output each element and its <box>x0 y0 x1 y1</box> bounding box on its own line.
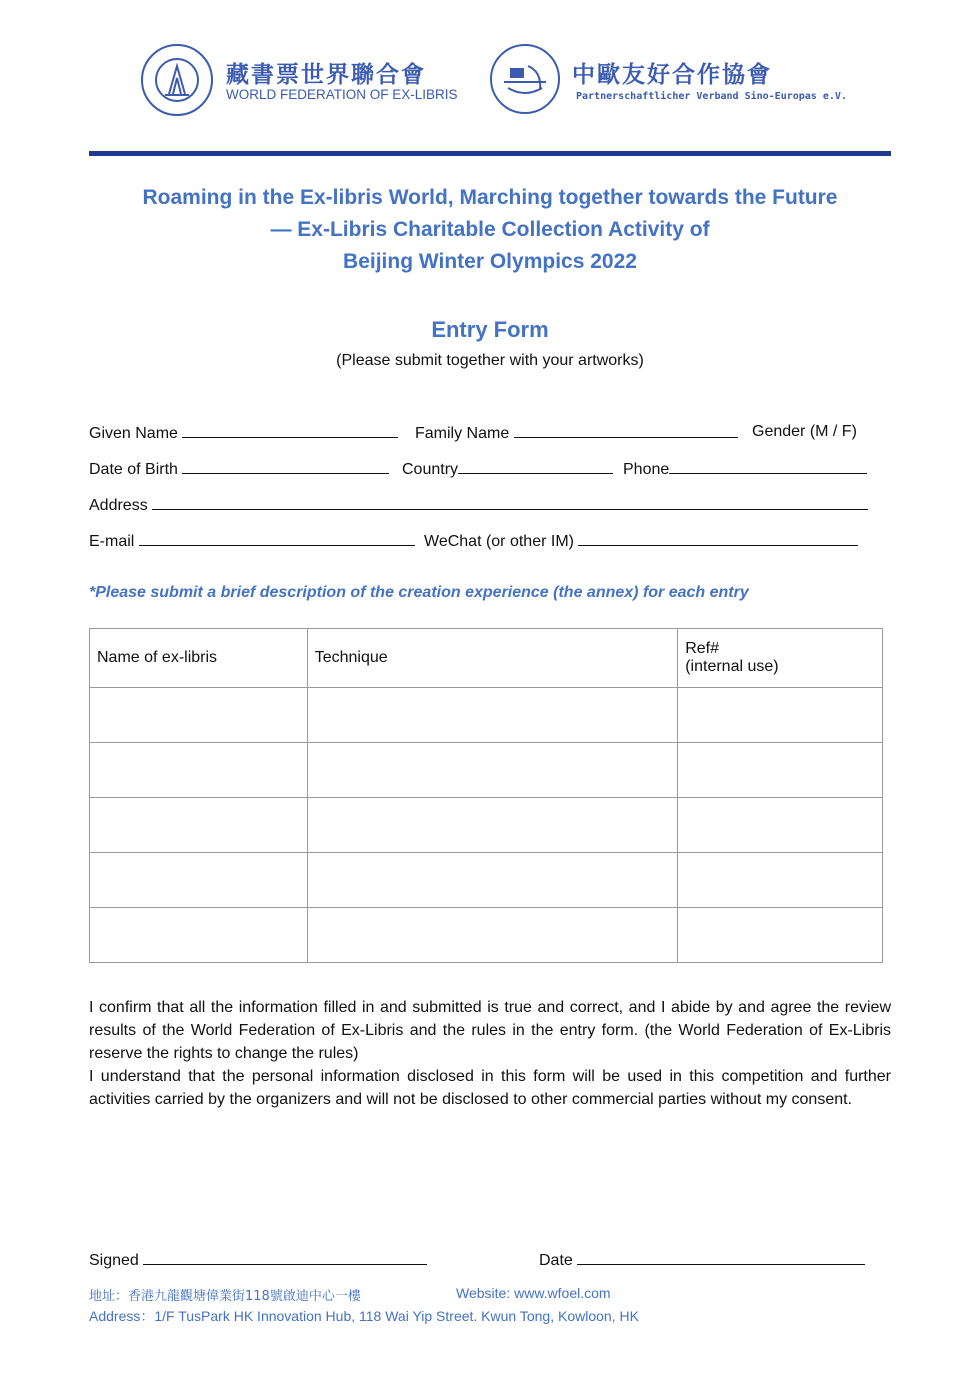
header-ref <box>678 629 883 688</box>
gender-label: Gender (M / F) <box>752 423 857 440</box>
main-title-line3: Beijing Winter Olympics 2022 <box>343 250 637 273</box>
signed-line[interactable] <box>143 1250 427 1265</box>
signed-field[interactable] <box>89 1250 427 1270</box>
main-title-line2: — Ex-Libris Charitable Collection Activity of <box>270 218 710 241</box>
sino-europas-name-cn: 中歐友好合作協會 <box>572 61 772 88</box>
table-row <box>90 853 883 908</box>
country-field[interactable] <box>402 459 613 479</box>
cell-technique[interactable] <box>307 688 678 743</box>
family-name-label: Family Name <box>415 425 510 442</box>
wechat-label: WeChat (or other IM) <box>424 533 574 550</box>
signed-label: Signed <box>89 1252 139 1269</box>
email-field[interactable] <box>89 531 415 551</box>
family-name-line[interactable] <box>514 423 738 438</box>
cell-name[interactable] <box>90 688 308 743</box>
date-label: Date <box>539 1252 573 1269</box>
address-label: Address <box>89 497 148 514</box>
main-title-line1: Roaming in the Ex-libris World, Marching together towards the Future <box>142 186 838 209</box>
email-line[interactable] <box>139 531 415 546</box>
cell-technique[interactable] <box>307 798 678 853</box>
wechat-field[interactable] <box>424 531 858 551</box>
cell-ref[interactable] <box>678 798 883 853</box>
date-of-birth-label: Date of Birth <box>89 461 178 478</box>
cell-name[interactable] <box>90 853 308 908</box>
cell-ref[interactable] <box>678 688 883 743</box>
given-name-field[interactable] <box>89 423 398 443</box>
header-technique: Technique <box>307 629 678 688</box>
table-row <box>90 743 883 798</box>
cell-technique[interactable] <box>307 853 678 908</box>
wfoel-name-en: WORLD FEDERATION OF EX-LIBRIS <box>226 87 458 102</box>
table-row <box>90 688 883 743</box>
cell-ref[interactable] <box>678 743 883 798</box>
date-of-birth-line[interactable] <box>182 459 389 474</box>
confirmation-text <box>89 996 891 1111</box>
sino-europas-emblem-icon <box>490 44 560 114</box>
header-divider <box>89 151 891 156</box>
header-ref-internal: (internal use) <box>685 658 779 675</box>
country-label: Country <box>402 461 459 478</box>
table-row <box>90 798 883 853</box>
phone-line[interactable] <box>669 459 867 474</box>
confirmation-paragraph-2: I understand that the personal information disclosed in this form will be used in this competition and further activities carried by the organizers and will not be disclosed to other commercial parties without my consent. <box>89 1068 891 1108</box>
country-line[interactable] <box>458 459 613 474</box>
table-row <box>90 908 883 963</box>
cell-ref[interactable] <box>678 908 883 963</box>
header-name-of-ex-libris: Name of ex-libris <box>90 629 308 688</box>
footer-address-cn: 地址：香港九龍觀塘偉業街118號啟迪中心一樓 <box>89 1289 361 1304</box>
phone-label: Phone <box>623 461 670 478</box>
given-name-label: Given Name <box>89 425 178 442</box>
form-subtitle: (Please submit together with your artworks) <box>336 352 644 369</box>
footer-website[interactable]: Website: www.wfoel.com <box>456 1285 611 1301</box>
wfoel-logo <box>141 44 213 116</box>
email-label: E-mail <box>89 533 135 550</box>
cell-technique[interactable] <box>307 908 678 963</box>
sino-europas-name-en: Partnerschaftlicher Verband Sino-Europas e.V. <box>576 91 847 102</box>
given-name-line[interactable] <box>182 423 398 438</box>
date-line[interactable] <box>577 1250 865 1265</box>
address-field[interactable] <box>89 495 868 515</box>
header-ref-label: Ref# <box>685 640 720 657</box>
cell-technique[interactable] <box>307 743 678 798</box>
address-line[interactable] <box>152 495 868 510</box>
wfoel-name-cn: 藏書票世界聯合會 <box>226 61 426 88</box>
table-header-row <box>90 629 883 688</box>
wfoel-logo-emblem-icon <box>141 44 213 116</box>
confirmation-paragraph-1: I confirm that all the information filled in and submitted is true and correct, and I abide by and agree the review results of the World Federation of Ex-Libris and the rules in the entry form. (the World Federation of Ex-Libris reserve the rights to change the rules) <box>89 999 891 1062</box>
cell-name[interactable] <box>90 798 308 853</box>
gender-field[interactable] <box>752 423 857 441</box>
cell-ref[interactable] <box>678 853 883 908</box>
date-of-birth-field[interactable] <box>89 459 389 479</box>
footer-address-en: Address：1/F TusPark HK Innovation Hub, 118 Wai Yip Street. Kwun Tong, Kowloon, HK <box>89 1308 639 1324</box>
annex-note: *Please submit a brief description of the creation experience (the annex) for each entry <box>89 584 749 601</box>
cell-name[interactable] <box>90 908 308 963</box>
date-field[interactable] <box>539 1250 865 1270</box>
family-name-field[interactable] <box>415 423 738 443</box>
sino-europas-logo <box>490 44 560 114</box>
phone-field[interactable] <box>623 459 867 479</box>
entries-table <box>89 628 883 963</box>
form-title: Entry Form <box>431 317 549 342</box>
wechat-line[interactable] <box>578 531 858 546</box>
cell-name[interactable] <box>90 743 308 798</box>
